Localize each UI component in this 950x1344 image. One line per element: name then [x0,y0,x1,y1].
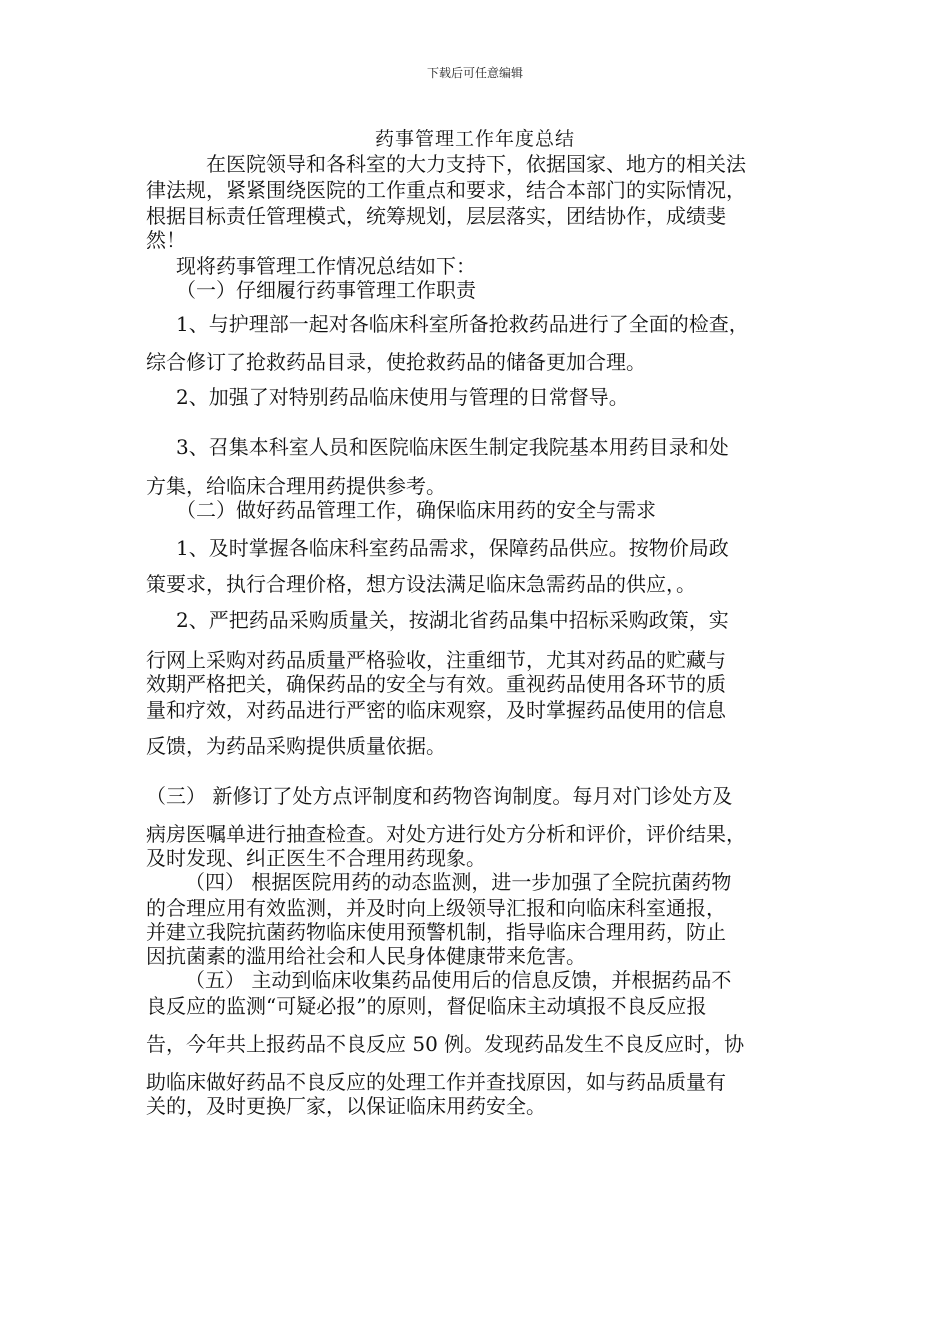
body-line: 反馈，为药品采购提供质量依据。 [146,734,446,758]
header-note: 下载后可任意编辑 [426,66,523,80]
body-line: 病房医嘱单进行抽查检查。对处方进行处方分析和评价，评价结果， [146,822,746,846]
body-line: （五） 主动到临床收集药品使用后的信息反馈，并根据药品不 [185,968,732,992]
body-line: 2、严把药品采购质量关，按湖北省药品集中招标采购政策，实 [176,608,729,632]
body-line: （一）仔细履行药事管理工作职责 [176,278,476,302]
body-line: 行网上采购对药品质量严格验收，注重细节，尤其对药品的贮藏与 [146,648,726,672]
body-line: 并建立我院抗菌药物临床使用预警机制，指导临床合理用药，防止 [146,920,726,944]
body-line: 2、加强了对特别药品临床使用与管理的日常督导。 [176,385,629,409]
body-line: 现将药事管理工作情况总结如下： [176,254,476,278]
body-line: 根据目标责任管理模式，统筹规划，层层落实，团结协作，成绩斐 [146,204,726,228]
body-line: 告，今年共上报药品不良反应 50 例。发现药品发生不良反应时，协 [146,1032,745,1056]
body-line: 的合理应用有效监测，并及时向上级领导汇报和向临床科室通报， [146,896,726,920]
body-line: 量和疗效，对药品进行严密的临床观察，及时掌握药品使用的信息 [146,698,726,722]
body-line: 及时发现、纠正医生不合理用药现象。 [146,846,486,870]
body-line: 良反应的监测“可疑必报”的原则，督促临床主动填报不良反应报 [146,994,707,1018]
body-line: 助临床做好药品不良反应的处理工作并查找原因，如与药品质量有 [146,1070,726,1094]
body-line: 关的，及时更换厂家，以保证临床用药安全。 [146,1094,546,1118]
body-line: 律法规，紧紧围绕医院的工作重点和要求，结合本部门的实际情况， [146,178,746,202]
body-line: 在医院领导和各科室的大力支持下，依据国家、地方的相关法 [206,152,746,176]
body-line: （三） 新修订了处方点评制度和药物咨询制度。每月对门诊处方及 [146,784,733,808]
body-line: 效期严格把关，确保药品的安全与有效。重视药品使用各环节的质 [146,672,726,696]
body-line: 然！ [146,228,186,252]
document-title: 药事管理工作年度总结 [374,128,575,150]
body-line: 综合修订了抢救药品目录，使抢救药品的储备更加合理。 [146,350,646,374]
body-line: 3、召集本科室人员和医院临床医生制定我院基本用药目录和处 [176,435,729,459]
body-line: 因抗菌素的滥用给社会和人民身体健康带来危害。 [146,944,586,968]
body-line: 方集，给临床合理用药提供参考。 [146,474,446,498]
body-line: 1、及时掌握各临床科室药品需求，保障药品供应。按物价局政 [176,536,729,560]
body-line: （四） 根据医院用药的动态监测，进一步加强了全院抗菌药物 [185,870,732,894]
body-line: （二）做好药品管理工作，确保临床用药的安全与需求 [176,498,656,522]
body-line: 1、与护理部一起对各临床科室所备抢救药品进行了全面的检查， [176,312,749,336]
body-line: 策要求，执行合理价格，想方设法满足临床急需药品的供应，。 [146,572,696,596]
